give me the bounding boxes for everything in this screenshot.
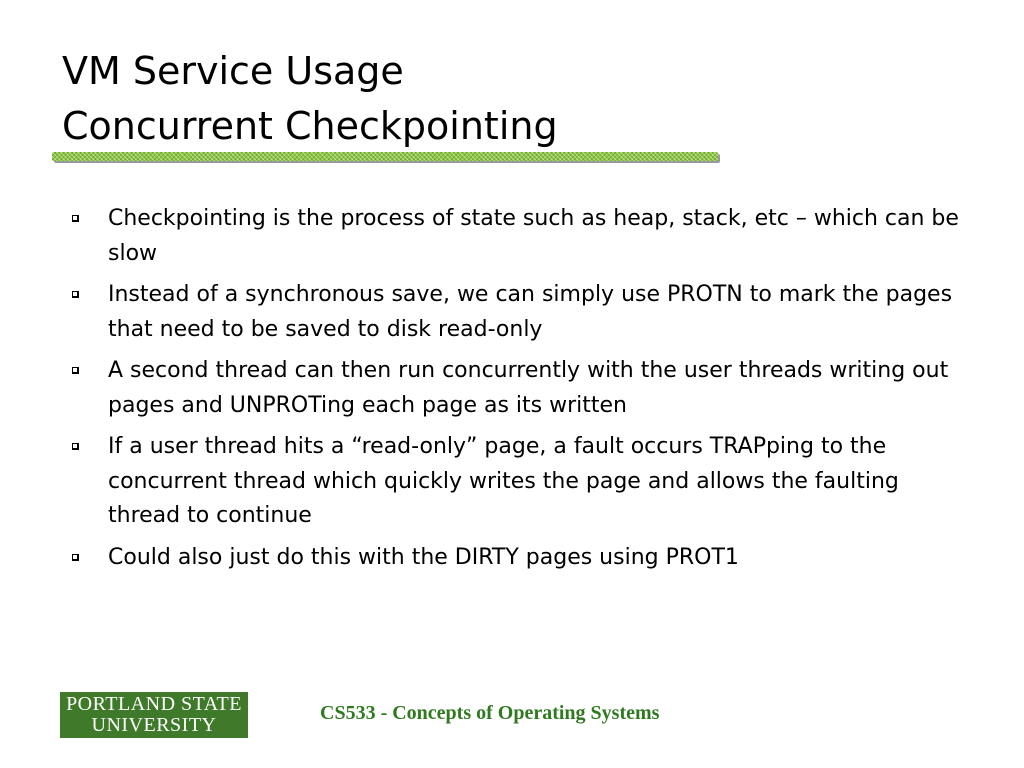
title-line-1: VM Service Usage xyxy=(62,49,404,93)
title-line-2: Concurrent Checkpointing xyxy=(62,104,558,148)
course-footer: CS533 - Concepts of Operating Systems xyxy=(320,702,660,724)
bullet-item xyxy=(62,354,962,423)
bullet-item xyxy=(62,278,962,347)
logo-line-2: UNIVERSITY xyxy=(91,714,217,736)
square-bullet-icon xyxy=(72,367,79,374)
square-bullet-icon xyxy=(72,554,79,561)
bullet-list xyxy=(62,202,962,582)
bullet-text: A second thread can then run concurrently with the user threads writing out pages and UNPROTing each page as its written xyxy=(108,358,949,418)
bullet-item xyxy=(62,541,962,576)
square-bullet-icon xyxy=(72,443,79,450)
square-bullet-icon xyxy=(72,215,79,222)
bullet-text: Instead of a synchronous save, we can simply use PROTN to mark the pages that need to be saved to disk read-only xyxy=(108,282,953,342)
bullet-item xyxy=(62,430,962,534)
slide-title xyxy=(62,44,558,154)
bullet-text: If a user thread hits a “read-only” page, a fault occurs TRAPping to the concurrent thread which quickly writes the page and allows the faulting thread to continue xyxy=(108,434,899,528)
university-logo xyxy=(60,692,248,738)
title-underline xyxy=(52,152,718,161)
bullet-text: Could also just do this with the DIRTY pages using PROT1 xyxy=(108,544,739,570)
square-bullet-icon xyxy=(72,291,79,298)
bullet-text: Checkpointing is the process of state such as heap, stack, etc – which can be slow xyxy=(108,206,959,266)
bullet-item xyxy=(62,202,962,271)
logo-line-1: PORTLAND STATE xyxy=(66,693,242,715)
